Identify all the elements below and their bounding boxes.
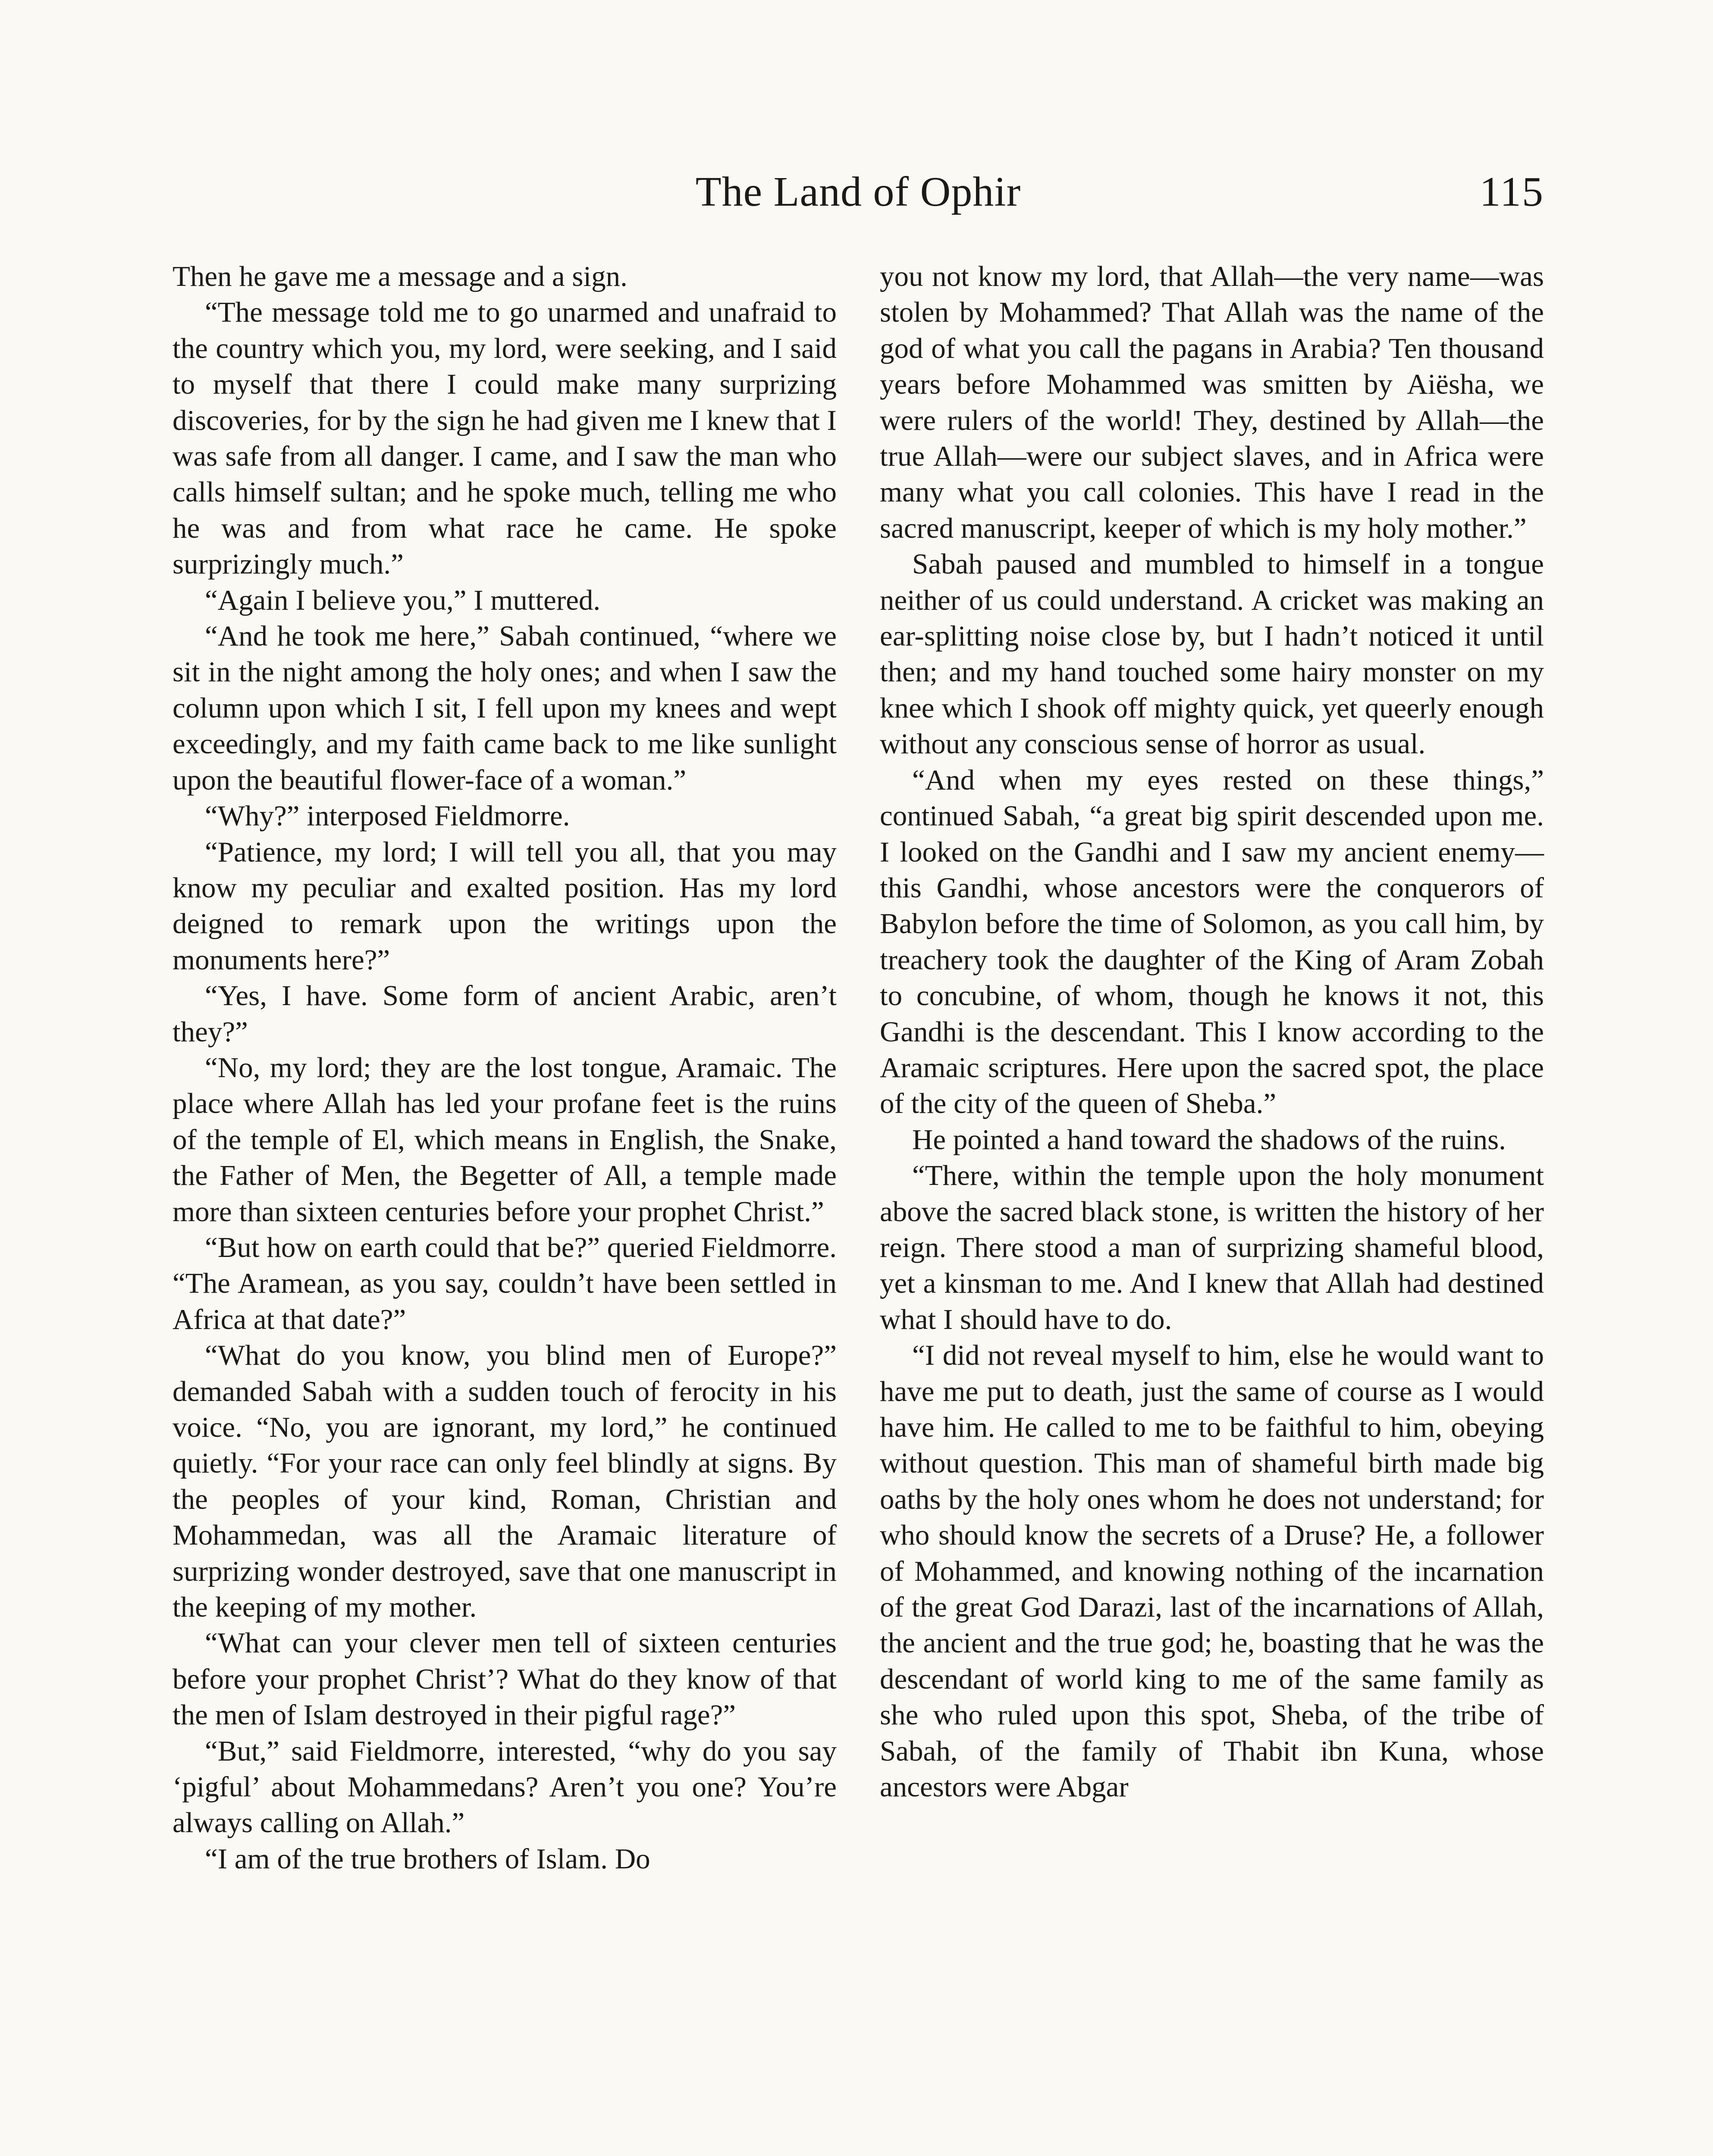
paragraph: “No, my lord; they are the lost tongue, Aramaic. The place where Allah has led your profane feet is the ruins of the temple of El, which means in English, the Snake, the Father of Men, the Begetter of All, a temple made more than sixteen centuries before your prophet Christ.”: [173, 1051, 837, 1228]
paragraph: “I am of the true brothers of Islam. Do: [205, 1843, 650, 1875]
paragraph: Sabah paused and mumbled to himself in a tongue neither of us could understand. A cricket was making an ear-splitting noise close by, but I hadn’t noticed it until then; and my hand touched some hairy monster on my knee which I shook off mighty quick, yet queerly enough without any conscious sense of horror as usual.: [880, 548, 1544, 760]
page-header: [173, 166, 1544, 226]
paragraph: “But how on earth could that be?” queried Fieldmorre. “The Aramean, as you say, couldn’t have been settled in Africa at that date?”: [173, 1231, 837, 1335]
paragraph: “I did not reveal myself to him, else he would want to have me put to death, just the same of course as I would have him. He called to me to be faithful to him, obeying without question. This man of shameful birth made big oaths by the holy ones whom he does not understand; for who should know the secrets of a Druse? He, a follower of Mohammed, and knowing nothing of the incarnation of the great God Darazi, last of the incarnations of Allah, the ancient and the true god; he, boasting that he was the descendant of world king to me of the same family as she who ruled upon this spot, Sheba, of the tribe of Sabah, of the family of Thabit ibn Kuna, whose ancestors were Abgar: [880, 1339, 1544, 1803]
paragraph: “What do you know, you blind men of Europe?” demanded Sabah with a sudden touch of ferocity in his voice. “No, you are ignorant, my lord,” he continued quietly. “For your race can only feel blindly at signs. By the peoples of your kind, Roman, Christian and Mohammedan, was all the Aramaic literature of surprizing wonder destroyed, save that one manuscript in the keeping of my mother.: [173, 1339, 837, 1623]
paragraph: “What can your clever men tell of sixteen centuries before your prophet Christ’? What do they know of that the men of Islam destroyed in their pigful rage?”: [173, 1627, 837, 1731]
left-column: [173, 259, 837, 1877]
paragraph: “Again I believe you,” I muttered.: [205, 584, 601, 616]
paragraph: “And he took me here,” Sabah continued, “where we sit in the night among the holy ones; and when I saw the column upon which I sit, I fell upon my knees and wept exceedingly, and my faith came back to me like sunlight upon the beautiful flower-face of a woman.”: [173, 620, 837, 796]
page-number: 115: [1479, 169, 1544, 215]
paragraph: “Why?” interposed Fieldmorre.: [205, 800, 570, 832]
paragraph: “Yes, I have. Some form of ancient Arabic, aren’t they?”: [173, 980, 837, 1048]
paragraph: Then he gave me a message and a sign.: [173, 260, 627, 292]
paragraph: you not know my lord, that Allah—the very name—was stolen by Mohammed? That Allah was the name of the god of what you call the pagans in Arabia? Ten thousand years before Mohammed was smitten by Aiësha, we were rulers of the world! They, destined by Allah—the true Allah—were our subject slaves, and in Africa were many what you call colonies. This have I read in the sacred manuscript, keeper of which is my holy mother.”: [880, 260, 1544, 544]
paragraph: He pointed a hand toward the shadows of the ruins.: [912, 1123, 1506, 1156]
paragraph: “And when my eyes rested on these things,” continued Sabah, “a great big spirit descended upon me. I looked on the Gandhi and I saw my ancient enemy—this Gandhi, whose ancestors were the conquerors of Babylon before the time of Solomon, as you call him, by treachery took the daughter of the King of Aram Zobah to concubine, of whom, though he knows it not, this Gandhi is the descendant. This I know according to the Aramaic scriptures. Here upon the sacred spot, the place of the city of the queen of Sheba.”: [880, 764, 1544, 1120]
paragraph: “There, within the temple upon the holy monument above the sacred black stone, is written the history of her reign. There stood a man of surprizing shameful blood, yet a kinsman to me. And I knew that Allah had destined what I should have to do.: [880, 1159, 1544, 1335]
running-title: The Land of Ophir: [695, 169, 1021, 215]
paragraph: “The message told me to go unarmed and unafraid to the country which you, my lord, were seeking, and I said to myself that there I could make many surprizing discoveries, for by the sign he had given me I knew that I was safe from all danger. I came, and I saw the man who calls himself sultan; and he spoke much, telling me who he was and from what race he came. He spoke surprizingly much.”: [173, 296, 837, 580]
paragraph: “But,” said Fieldmorre, interested, “why do you say ‘pigful’ about Mohammedans? Aren’t you one? You’re always calling on Allah.”: [173, 1735, 837, 1839]
right-column: [880, 259, 1544, 1805]
paragraph: “Patience, my lord; I will tell you all, that you may know my peculiar and exalted position. Has my lord deigned to remark upon the writings upon the monuments here?”: [173, 836, 837, 976]
